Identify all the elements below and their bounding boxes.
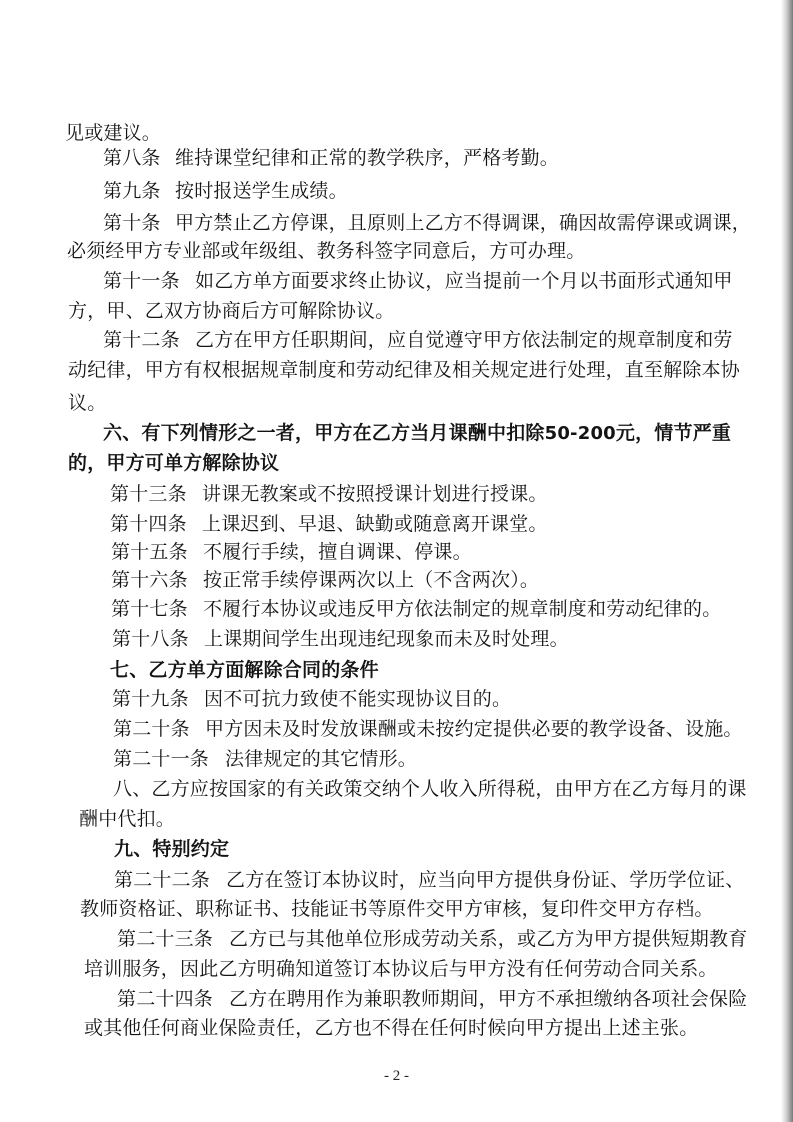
article-text: 甲方因未及时发放课酬或未按约定提供必要的教学设备、设施。: [205, 718, 743, 740]
article-11-continued: 方，甲、乙双方协商后方可解除协议。: [68, 300, 395, 322]
article-12-continued-2: 议。: [68, 392, 107, 414]
section-9-heading: 九、特别约定: [114, 838, 230, 860]
article-label: 第二十一条: [113, 748, 210, 770]
article-text: 按时报送学生成绩。: [175, 180, 348, 202]
section-6-text: 六、有下列情形之一者，甲方在乙方当月课酬中扣除: [103, 422, 545, 444]
article-label: 第十条: [103, 212, 161, 234]
article-20: [113, 716, 743, 742]
article-text: 按正常手续停课两次以上（不含两次）。: [203, 569, 540, 591]
article-label: 第十八条: [112, 628, 189, 650]
article-22-continued: 教师资格证、职称证书、技能证书等原件交甲方审核，复印件交甲方存档。: [80, 898, 714, 920]
article-24: [117, 986, 747, 1012]
continuation-line: 见或建议。: [65, 122, 162, 144]
article-13: [110, 481, 548, 507]
article-text: 维持课堂纪律和正常的教学秩序，严格考勤。: [175, 147, 560, 169]
article-24-continued: 或其他任何商业保险责任，乙方也不得在任何时候向甲方提出上述主张。: [84, 1017, 699, 1039]
section-7-heading: 七、乙方单方面解除合同的条件: [110, 659, 379, 681]
article-label: 第九条: [103, 180, 161, 202]
article-14: [110, 511, 548, 537]
page-number: - 2 -: [384, 1068, 409, 1084]
article-text: 不履行手续，擅自调课、停课。: [203, 541, 472, 563]
article-23: [117, 926, 747, 952]
article-text: 不履行本协议或违反甲方: [203, 598, 415, 620]
article-label: 第十九条: [112, 688, 189, 710]
article-15: [111, 539, 472, 565]
article-19: [112, 686, 511, 712]
article-label: 第十五条: [111, 541, 188, 563]
article-text: 法律规定的其它情形。: [225, 748, 418, 770]
article-text: 乙方在签订本协议时，应当向甲方提供身份证、学历学位证、: [226, 869, 745, 891]
section-8-paragraph: 八、乙方应按国家的有关政策交纳个人收入所得税，由甲方在乙方每月的课: [113, 778, 747, 800]
article-10-continued: 必须经甲方专业部或年级组、教务科签字同意后，方可办理。: [67, 240, 586, 262]
article-text: 如乙方单方面要求终止协议，应当提前一个月以书面形式通知甲: [195, 270, 733, 292]
article-12-continued: 动纪律，甲方有权根据规章制度和劳动纪律及相关规定进行处理，直至解除本协: [68, 359, 741, 381]
article-label: 第十四条: [110, 513, 187, 535]
article-text: 乙方在聘用作为兼职教师期间，甲方不承担缴纳各项社会保险: [229, 988, 748, 1010]
article-11: [103, 268, 733, 294]
article-label: 第十六条: [111, 569, 188, 591]
section-8-continued: 酬中代扣。: [79, 808, 176, 830]
article-label: 第十三条: [110, 483, 187, 505]
article-22: [114, 867, 744, 893]
scan-edge-shadow: [781, 0, 793, 1122]
article-8: [103, 145, 559, 171]
article-16: [111, 567, 539, 593]
section-6-heading-continued: 的，甲方可单方解除协议: [68, 452, 280, 474]
article-17: [111, 596, 721, 622]
article-text: 乙方在甲方任职期间，应自觉遵守甲方依法制定的规章制度和劳: [195, 329, 733, 351]
article-18: [112, 626, 569, 652]
article-9: [103, 178, 348, 204]
article-label: 第二十条: [113, 718, 190, 740]
article-12: [103, 327, 733, 353]
section-6-heading: [103, 420, 731, 447]
article-23-continued: 培训服务，因此乙方明确知道签订本协议后与甲方没有任何劳动合同关系。: [84, 958, 718, 980]
article-21: [113, 746, 417, 772]
article-text: 乙方已与其他单位形成劳动关系，或乙方为甲方提供短期教育: [229, 928, 748, 950]
article-text: 讲课无教案或不按照授课计划进行授课。: [202, 483, 548, 505]
deduction-amount: 50-200: [544, 423, 616, 444]
article-label: 第二十三条: [117, 928, 214, 950]
article-label: 第二十二条: [114, 869, 211, 891]
article-text: 上课期间学生出现违纪现象而未及时处理。: [204, 628, 569, 650]
article-text: 上课迟到、早退、缺勤或随意离开课堂。: [202, 513, 548, 535]
article-label: 第八条: [103, 147, 161, 169]
article-10: [103, 210, 751, 236]
article-text: 甲方禁止乙方停课，且原则上乙方不得调课，确因故需停课或调课，: [175, 212, 752, 234]
article-label: 第十二条: [103, 329, 180, 351]
article-label: 第二十四条: [117, 988, 214, 1010]
section-6-text-b: 元，情节严重: [615, 422, 732, 444]
article-label: 第十七条: [111, 598, 188, 620]
article-text-serif: 依法制定的规章制度和劳动纪律的。: [414, 598, 722, 620]
article-label: 第十一条: [103, 270, 180, 292]
article-text: 因不可抗力致使不能实现协议目的。: [204, 688, 512, 710]
